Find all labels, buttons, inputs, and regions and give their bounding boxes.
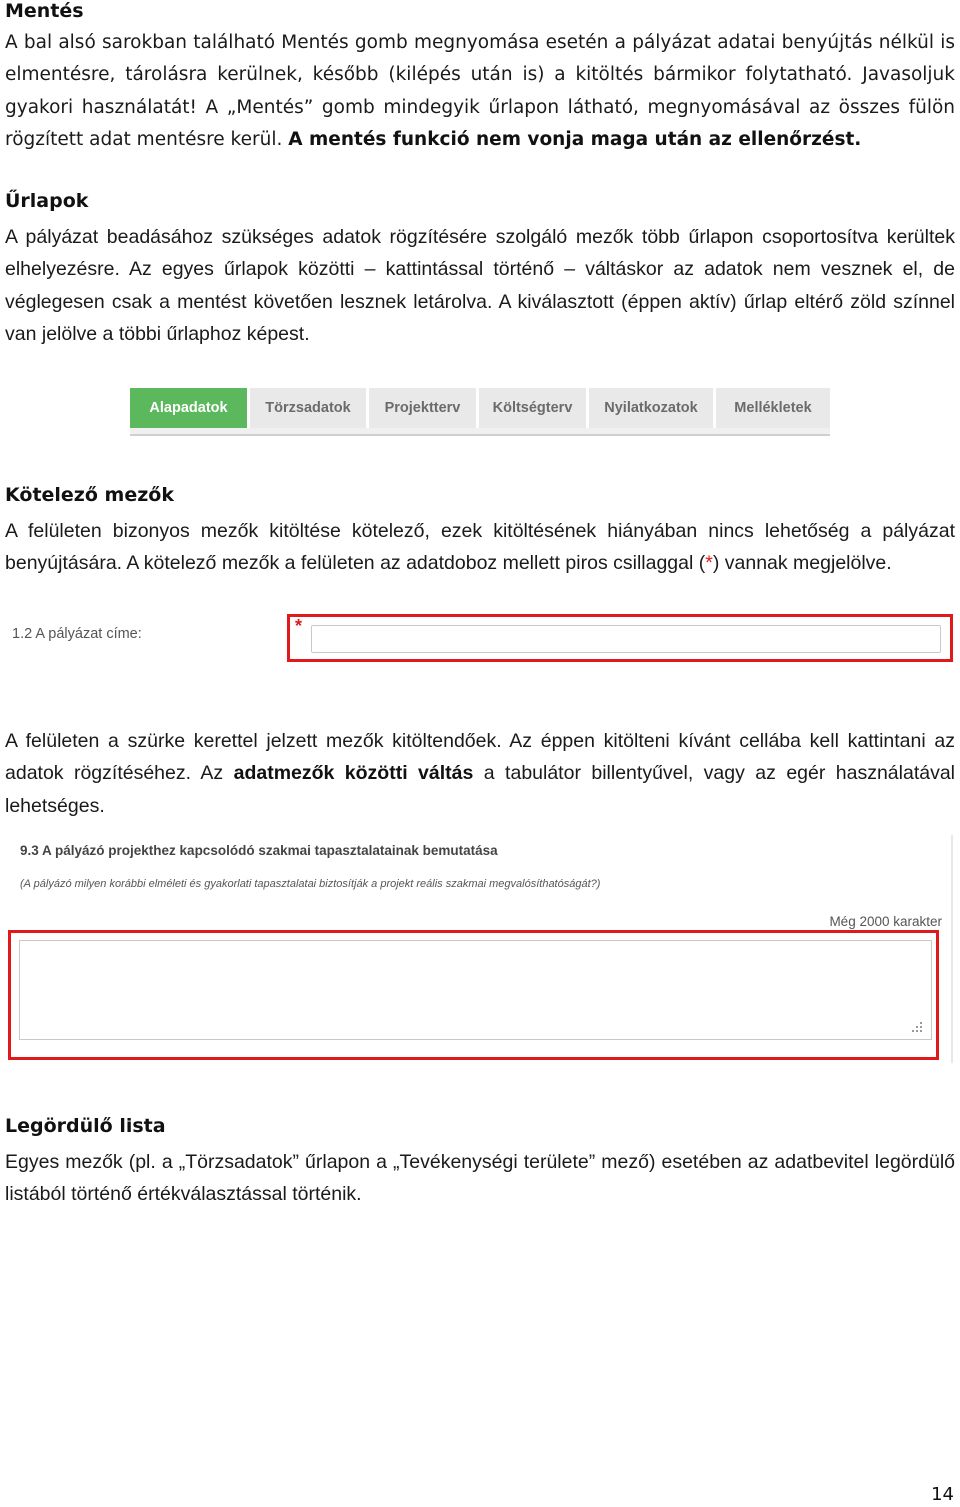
paragraph-kotelezo-1-b: ) vannak megjelölve.: [712, 552, 892, 575]
paragraph-kotelezo-1: [5, 515, 955, 580]
paragraph-kotelezo-1-a: A felületen bizonyos mezők kitöltése kötelező, ezek kitöltésének hiányában nincs lehetőség a pályázat benyújtására. A kötelező mezők a felületen az adatdoboz mellett piros csillaggal (: [5, 520, 955, 575]
required-star-inline: *: [705, 552, 713, 575]
paragraph-urlapok: A pályázat beadásához szükséges adatok rögzítésére szolgáló mezők több űrlapon csoportosítva kerültek elhelyezésre. Az egyes űrlapok közötti – kattintással történő – váltáskor az adatok nem vesznek el, de véglegesen csak a mentést követően lesznek letárolva. A kiválasztott (éppen aktív) űrlap eltérő zöld színnel van jelölve a többi űrlaphoz képest.: [5, 226, 955, 345]
form-tab-bar: [130, 388, 830, 436]
tab-koltsegterv[interactable]: Költségterv: [479, 388, 589, 428]
paragraph-kotelezo-2-a: A felületen a szürke kerettel jelzett mezők kitöltendőek. Az éppen kitölteni kívánt cellába kell kattintani az adatok rögzítéséhez. Az: [5, 730, 955, 785]
textarea-field-hint: (A pályázó milyen korábbi elméleti és gyakorlati tapasztalatai biztosítják a projekt reális szakmai megvalósíthatóságát?): [20, 878, 601, 890]
textarea-field-title: 9.3 A pályázó projekthez kapcsolódó szakmai tapasztalatainak bemutatása: [20, 843, 498, 858]
resize-grip-icon[interactable]: [908, 1020, 924, 1036]
required-star: *: [295, 616, 303, 636]
paragraph-kotelezo-2-b: a tabulátor billentyűvel, vagy az egér használatával lehetséges.: [5, 762, 956, 817]
tab-nyilatkozatok[interactable]: Nyilatkozatok: [589, 388, 716, 428]
character-counter: Még 2000 karakter: [829, 914, 942, 929]
section-heading-mentes: Mentés: [5, 0, 84, 22]
tab-alapadatok[interactable]: Alapadatok: [130, 388, 250, 428]
paragraph-legordulo: Egyes mezők (pl. a „Törzsadatok” űrlapon a „Tevékenységi területe” mező) esetében az adatbevitel legördülő listából történő értékválasztással történik.: [5, 1151, 955, 1206]
paragraph-mentes: [5, 27, 955, 156]
section-heading-legordulo: Legördülő lista: [5, 1115, 166, 1137]
szakmai-tapasztalat-textarea[interactable]: [19, 940, 932, 1040]
field-label-palyazat-cime: 1.2 A pályázat címe:: [12, 626, 142, 642]
page-number: 14: [931, 1484, 954, 1505]
tab-mellekletek[interactable]: Mellékletek: [716, 388, 830, 428]
paragraph-kotelezo-2-bold: adatmezők közötti váltás: [233, 762, 474, 785]
paragraph-mentes-text: A bal alsó sarokban található Mentés gomb megnyomása esetén a pályázat adatai benyújtás nélkül is elmentésre, tárolásra kerülnek, később (kilépés után is) a kitöltés bármikor folytatható. Javasoljuk gyakori használatát! A „Mentés” gomb mindegyik űrlapon látható, megnyomásával az összes fülön rögzített adat mentésre kerül.: [5, 32, 955, 150]
paragraph-kotelezo-2: [5, 725, 955, 822]
tab-projektterv[interactable]: Projektterv: [369, 388, 479, 428]
section-heading-kotelezo: Kötelező mezők: [5, 484, 174, 506]
tab-torzsadatok[interactable]: Törzsadatok: [250, 388, 369, 428]
section-heading-urlapok: Űrlapok: [5, 190, 89, 212]
palyazat-cime-input[interactable]: [311, 625, 941, 653]
paragraph-mentes-bold: A mentés funkció nem vonja maga után az ellenőrzést.: [288, 128, 862, 150]
